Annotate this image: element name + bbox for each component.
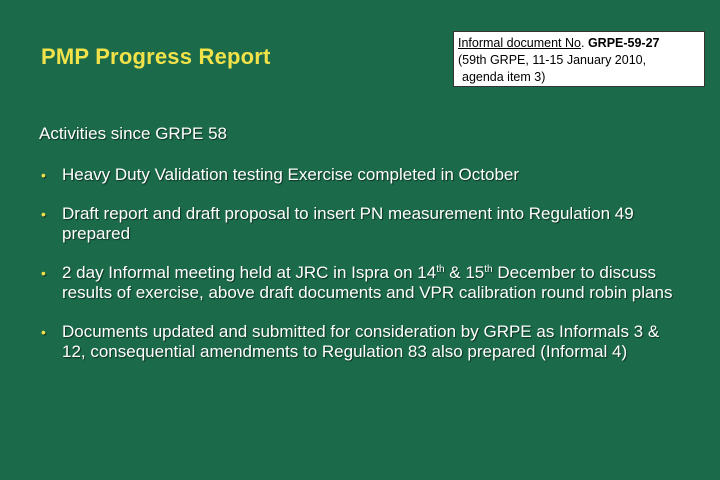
bullet-text-part: December to discuss results of exercise, above draft documents and VPR calibration round robin plans bbox=[62, 263, 673, 302]
bullet-text-part: 2 day Informal meeting held at JRC in Ispra on 14 bbox=[62, 263, 437, 282]
document-number: GRPE-59-27 bbox=[587, 36, 660, 50]
slide-title: PMP Progress Report bbox=[41, 44, 271, 69]
bullet-item bbox=[39, 165, 679, 185]
bullet-marker: • bbox=[41, 265, 46, 281]
bullet-text-part: & 15 bbox=[444, 263, 485, 282]
bullet-item bbox=[39, 204, 679, 244]
info-line-3: agenda item 3) bbox=[462, 70, 546, 84]
slide-body bbox=[39, 124, 679, 381]
ordinal-suffix: th bbox=[484, 264, 493, 275]
info-line-1 bbox=[458, 35, 700, 52]
bullet-text: Documents updated and submitted for consideration by GRPE as Informals 3 & 12, consequential amendments to Regulation 83 also prepared (Informal 4) bbox=[62, 322, 660, 361]
bullet-marker: • bbox=[41, 167, 46, 183]
bullet-text: Heavy Duty Validation testing Exercise completed in October bbox=[62, 165, 520, 184]
section-heading: Activities since GRPE 58 bbox=[39, 124, 228, 143]
bullet-marker: • bbox=[41, 206, 46, 222]
bullet-marker: • bbox=[41, 324, 46, 340]
bullet-text: Draft report and draft proposal to insert PN measurement into Regulation 49 prepared bbox=[62, 204, 634, 243]
ordinal-suffix: th bbox=[436, 264, 445, 275]
info-separator: . bbox=[580, 36, 588, 50]
bullet-text bbox=[62, 263, 672, 302]
bullet-item bbox=[39, 263, 679, 303]
informal-document-label: Informal document No bbox=[458, 36, 581, 50]
bullet-item bbox=[39, 322, 679, 362]
info-line-2: (59th GRPE, 11-15 January 2010, bbox=[458, 53, 647, 67]
document-info-box bbox=[453, 31, 705, 87]
